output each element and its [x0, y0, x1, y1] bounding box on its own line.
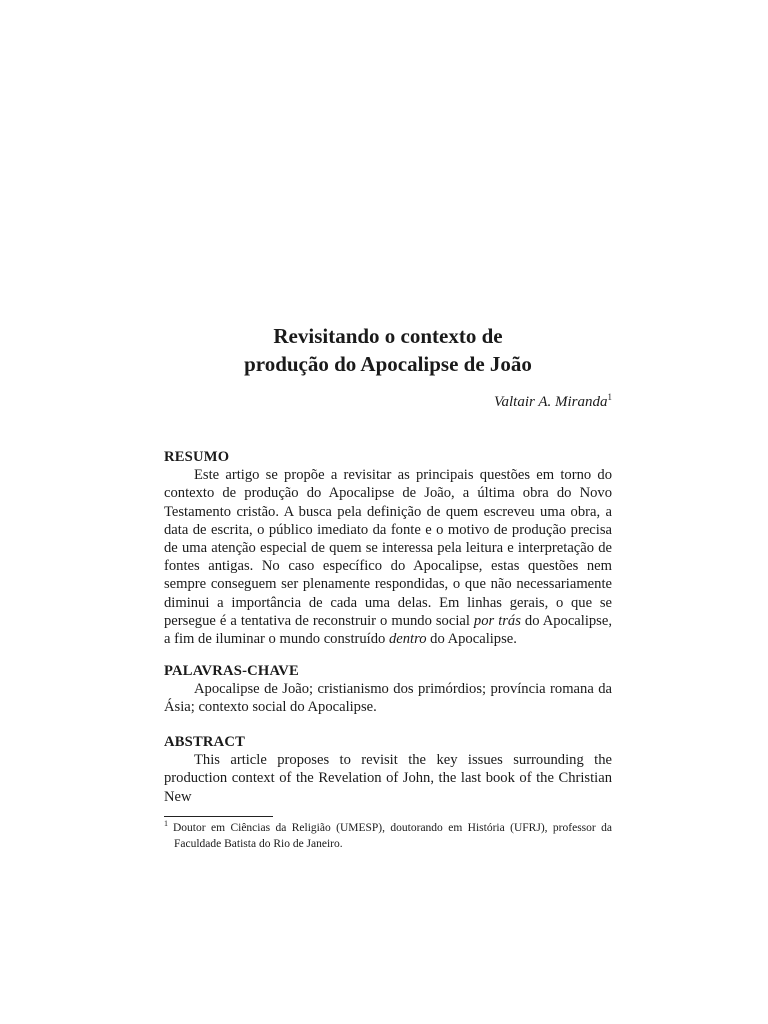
author-name: Valtair A. Miranda: [494, 394, 608, 410]
footnote: [164, 821, 612, 852]
abstract-heading: ABSTRACT: [164, 734, 246, 750]
author-line: [164, 392, 612, 412]
footnote-mark: 1: [164, 819, 168, 829]
footnote-separator: [164, 816, 273, 817]
title-line-1: Revisitando o contexto de: [273, 324, 503, 348]
author-footnote-mark: 1: [607, 392, 612, 402]
resumo-text-1: Este artigo se propõe a revisitar as principais questões em torno do contexto de produção do Apocalipse de João, a última obra do Novo Testamento cristão. A busca pela definição de quem escreveu uma obra, a data de escrita, o público imediato da fonte e o motivo de produção precisa de uma atenção especial de quem se interessa pela leitura e interpretação de fontes antigas. No caso específico do Apocalipse, estas questões nem sempre conseguem ser plenamente respondidas, o que não necessariamente diminui a importância de cada uma delas. Em linhas gerais, o que se persegue é a tentativa de reconstruir o mundo social: [164, 467, 612, 629]
resumo-italic-dentro: dentro: [388, 631, 427, 648]
keywords-section: [164, 662, 612, 717]
abstract-paragraph: This article proposes to revisit the key issues surrounding the production context of the Revelation of John, the last book of the Christian New: [164, 752, 612, 805]
resumo-heading: RESUMO: [164, 449, 230, 465]
article-title: [164, 322, 612, 378]
resumo-text-2: do Apocalipse, a fim de iluminar o mundo construído: [164, 612, 612, 648]
footnote-text: Doutor em Ciências da Religião (UMESP), doutorando em História (UFRJ), professor da Faculdade Batista do Rio de Janeiro.: [173, 822, 612, 850]
abstract-section: [164, 733, 612, 805]
keywords-heading: PALAVRAS-CHAVE: [164, 663, 299, 679]
resumo-paragraph: [164, 466, 612, 648]
resumo-italic-por-tras: por trás: [473, 612, 521, 629]
resumo-text-3: do Apocalipse.: [426, 631, 517, 648]
resumo-section: [164, 448, 612, 648]
keywords-paragraph: Apocalipse de João; cristianismo dos primórdios; província romana da Ásia; contexto social do Apocalipse.: [164, 681, 612, 716]
title-line-2: produção do Apocalipse de João: [244, 352, 532, 376]
